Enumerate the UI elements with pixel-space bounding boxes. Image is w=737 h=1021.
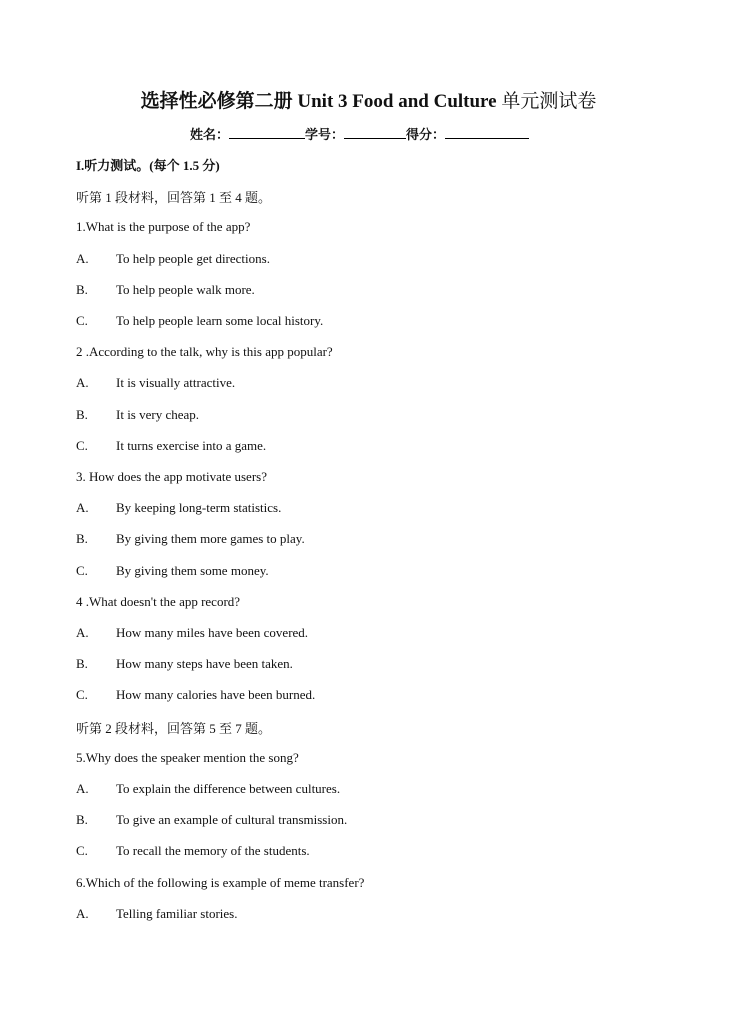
material-instruction-2: 听第 2 段材料，回答第 5 至 7 题。 <box>76 721 272 736</box>
option-letter: B. <box>76 656 88 671</box>
option-text: How many calories have been burned. <box>116 687 316 702</box>
option-row[interactable] <box>76 781 340 797</box>
question-stem: 4 .What doesn't the app record? <box>76 594 241 609</box>
question-stem: 3. How does the app motivate users? <box>76 469 267 484</box>
option-text: To help people get directions. <box>116 251 270 266</box>
option-text: To explain the difference between cultures. <box>116 781 341 796</box>
option-letter: B. <box>76 531 88 546</box>
score-label: 得分： <box>406 127 446 142</box>
page-title <box>0 86 737 113</box>
option-row[interactable] <box>76 843 310 859</box>
option-letter: A. <box>76 375 89 390</box>
id-label: 学号： <box>305 127 345 142</box>
name-blank[interactable] <box>229 126 305 139</box>
option-letter: C. <box>76 438 88 453</box>
option-row[interactable] <box>76 812 347 828</box>
option-letter: B. <box>76 282 88 297</box>
option-letter: A. <box>76 500 89 515</box>
option-row[interactable] <box>76 407 199 423</box>
option-text: By giving them some money. <box>116 563 269 578</box>
option-row[interactable] <box>76 438 266 454</box>
option-letter: A. <box>76 781 89 796</box>
option-row[interactable] <box>76 656 293 672</box>
question-stem: 5.Why does the speaker mention the song? <box>76 750 299 765</box>
option-letter: C. <box>76 313 88 328</box>
option-row[interactable] <box>76 251 270 267</box>
option-text: It turns exercise into a game. <box>116 438 267 453</box>
option-row[interactable] <box>76 625 308 641</box>
student-info-row <box>190 124 529 143</box>
option-letter: B. <box>76 812 88 827</box>
option-text: To help people learn some local history. <box>116 313 324 328</box>
option-row[interactable] <box>76 563 269 579</box>
option-letter: A. <box>76 906 89 921</box>
option-row[interactable] <box>76 375 235 391</box>
option-text: To give an example of cultural transmission. <box>116 812 348 827</box>
question-stem: 2 .According to the talk, why is this app popular? <box>76 344 333 359</box>
material-instruction-1: 听第 1 段材料，回答第 1 至 4 题。 <box>76 190 272 205</box>
option-text: By keeping long-term statistics. <box>116 500 282 515</box>
id-blank[interactable] <box>344 126 406 139</box>
option-row[interactable] <box>76 531 305 547</box>
option-row[interactable] <box>76 687 315 703</box>
option-text: To help people walk more. <box>116 282 255 297</box>
option-row[interactable] <box>76 906 237 922</box>
option-letter: C. <box>76 563 88 578</box>
score-blank[interactable] <box>445 126 529 139</box>
option-text: How many steps have been taken. <box>116 656 293 671</box>
title-suffix: 单元测试卷 <box>501 91 597 112</box>
name-label: 姓名： <box>190 127 230 142</box>
section-heading: I.听力测试。(每个 1.5 分) <box>76 158 220 173</box>
option-text: How many miles have been covered. <box>116 625 309 640</box>
option-row[interactable] <box>76 282 255 298</box>
option-row[interactable] <box>76 500 281 516</box>
question-stem: 1.What is the purpose of the app? <box>76 219 251 234</box>
option-letter: C. <box>76 687 88 702</box>
option-text: It is very cheap. <box>116 407 200 422</box>
question-stem: 6.Which of the following is example of meme transfer? <box>76 875 365 890</box>
option-row[interactable] <box>76 313 323 329</box>
option-letter: A. <box>76 251 89 266</box>
option-text: Telling familiar stories. <box>116 906 238 921</box>
title-main: 选择性必修第二册 Unit 3 Food and Culture <box>140 91 497 112</box>
option-letter: B. <box>76 407 88 422</box>
option-letter: A. <box>76 625 89 640</box>
option-text: It is visually attractive. <box>116 375 236 390</box>
option-letter: C. <box>76 843 88 858</box>
option-text: To recall the memory of the students. <box>116 843 310 858</box>
option-text: By giving them more games to play. <box>116 531 305 546</box>
